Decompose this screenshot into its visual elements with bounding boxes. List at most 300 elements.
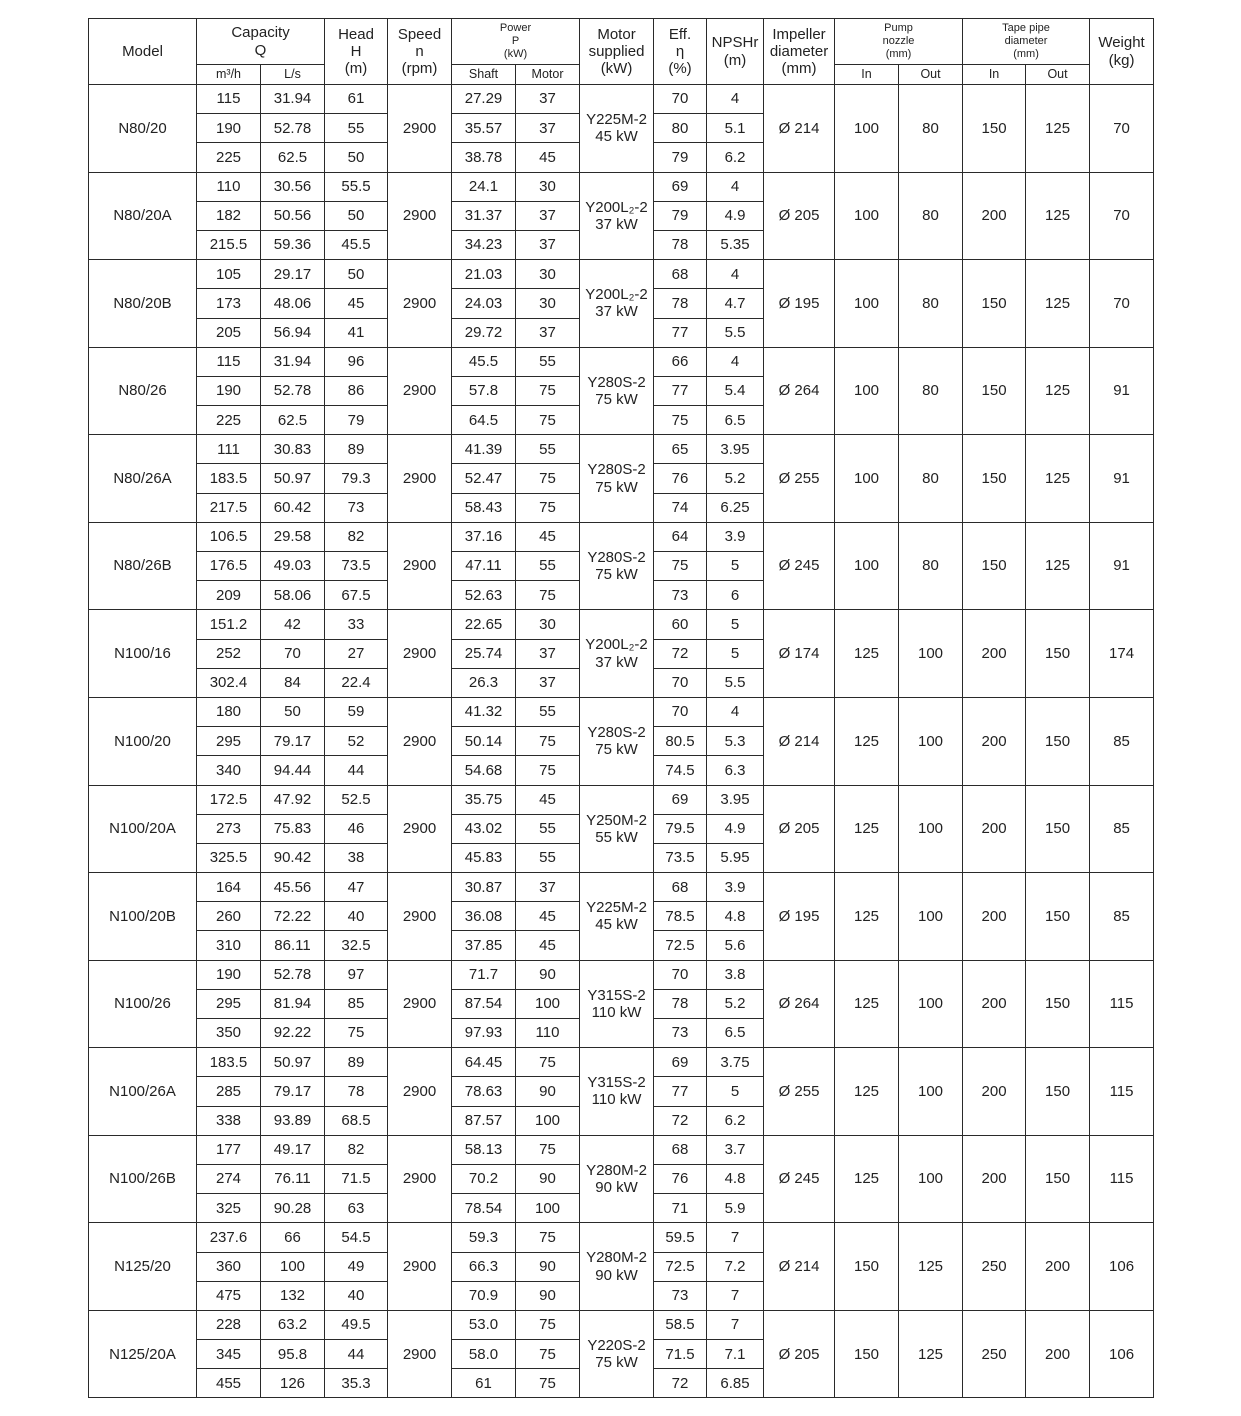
header-capacity-ls: L/s bbox=[261, 65, 325, 85]
npshr-cell: 6 bbox=[707, 581, 764, 610]
impeller-cell: Ø 205 bbox=[764, 785, 835, 873]
tape-out-cell: 125 bbox=[1026, 85, 1090, 173]
nozzle-out-cell: 100 bbox=[899, 1048, 963, 1136]
npshr-cell: 5.9 bbox=[707, 1194, 764, 1223]
motor-code: Y200L₂-2 bbox=[585, 636, 648, 654]
header-head: Head H (m) bbox=[325, 19, 388, 85]
capacity-ls-cell: 70 bbox=[261, 639, 325, 668]
motor-kw: 45 kW bbox=[595, 128, 638, 146]
npshr-cell: 3.7 bbox=[707, 1135, 764, 1164]
weight-cell: 106 bbox=[1090, 1223, 1154, 1311]
capacity-m3h-cell: 338 bbox=[197, 1106, 261, 1135]
weight-cell: 85 bbox=[1090, 873, 1154, 961]
eff-cell: 74.5 bbox=[654, 756, 707, 785]
pump-spec-table bbox=[88, 18, 1154, 1398]
npshr-cell: 6.2 bbox=[707, 1106, 764, 1135]
header-nozzle-out: Out bbox=[899, 65, 963, 85]
table-row bbox=[89, 610, 1154, 639]
head-cell: 73.5 bbox=[325, 552, 388, 581]
capacity-m3h-cell: 164 bbox=[197, 873, 261, 902]
nozzle-out-cell: 80 bbox=[899, 522, 963, 610]
capacity-m3h-cell: 182 bbox=[197, 201, 261, 230]
npshr-cell: 5.35 bbox=[707, 230, 764, 259]
impeller-cell: Ø 255 bbox=[764, 435, 835, 523]
eff-cell: 64 bbox=[654, 522, 707, 551]
power-shaft-cell: 59.3 bbox=[452, 1223, 516, 1252]
motor-supplied-cell bbox=[580, 172, 654, 260]
motor-kw: 90 kW bbox=[595, 1266, 638, 1284]
power-motor-cell: 90 bbox=[516, 960, 580, 989]
npshr-cell: 6.2 bbox=[707, 143, 764, 172]
impeller-cell: Ø 214 bbox=[764, 85, 835, 173]
power-shaft-cell: 30.87 bbox=[452, 873, 516, 902]
tape-in-cell: 200 bbox=[963, 1135, 1026, 1223]
speed-cell: 2900 bbox=[388, 347, 452, 435]
motor-kw: 75 kW bbox=[595, 478, 638, 496]
power-motor-cell: 37 bbox=[516, 668, 580, 697]
model-name: N100/20B bbox=[89, 873, 197, 961]
power-shaft-cell: 45.5 bbox=[452, 347, 516, 376]
npshr-cell: 5.5 bbox=[707, 668, 764, 697]
head-cell: 71.5 bbox=[325, 1164, 388, 1193]
capacity-ls-cell: 58.06 bbox=[261, 581, 325, 610]
nozzle-in-cell: 125 bbox=[835, 960, 899, 1048]
capacity-m3h-cell: 274 bbox=[197, 1164, 261, 1193]
npshr-cell: 5.1 bbox=[707, 114, 764, 143]
npshr-cell: 5.2 bbox=[707, 464, 764, 493]
power-shaft-cell: 36.08 bbox=[452, 902, 516, 931]
header-weight: Weight (kg) bbox=[1090, 19, 1154, 85]
motor-code: Y280S-2 bbox=[587, 373, 646, 391]
header-nozzle-in: In bbox=[835, 65, 899, 85]
npshr-cell: 5.6 bbox=[707, 931, 764, 960]
tape-in-cell: 150 bbox=[963, 85, 1026, 173]
power-motor-cell: 75 bbox=[516, 1310, 580, 1339]
tape-out-cell: 125 bbox=[1026, 522, 1090, 610]
eff-cell: 80.5 bbox=[654, 727, 707, 756]
nozzle-in-cell: 100 bbox=[835, 522, 899, 610]
tape-in-cell: 200 bbox=[963, 172, 1026, 260]
eff-cell: 73.5 bbox=[654, 843, 707, 872]
npshr-cell: 5 bbox=[707, 639, 764, 668]
nozzle-out-cell: 100 bbox=[899, 610, 963, 698]
head-cell: 82 bbox=[325, 522, 388, 551]
capacity-ls-cell: 30.56 bbox=[261, 172, 325, 201]
npshr-cell: 5.5 bbox=[707, 318, 764, 347]
tape-out-cell: 150 bbox=[1026, 960, 1090, 1048]
eff-cell: 78 bbox=[654, 289, 707, 318]
motor-supplied-cell bbox=[580, 873, 654, 961]
power-motor-cell: 90 bbox=[516, 1164, 580, 1193]
head-cell: 40 bbox=[325, 902, 388, 931]
capacity-m3h-cell: 295 bbox=[197, 989, 261, 1018]
eff-cell: 77 bbox=[654, 1077, 707, 1106]
power-shaft-cell: 52.47 bbox=[452, 464, 516, 493]
impeller-cell: Ø 205 bbox=[764, 1310, 835, 1398]
capacity-ls-cell: 31.94 bbox=[261, 347, 325, 376]
model-name: N125/20A bbox=[89, 1310, 197, 1398]
speed-cell: 2900 bbox=[388, 960, 452, 1048]
model-name: N100/16 bbox=[89, 610, 197, 698]
power-motor-cell: 45 bbox=[516, 902, 580, 931]
capacity-m3h-cell: 228 bbox=[197, 1310, 261, 1339]
header-power: Power P (kW) bbox=[452, 19, 580, 65]
npshr-cell: 6.5 bbox=[707, 1019, 764, 1048]
nozzle-in-cell: 125 bbox=[835, 697, 899, 785]
power-shaft-cell: 47.11 bbox=[452, 552, 516, 581]
motor-supplied-cell bbox=[580, 1223, 654, 1311]
power-shaft-cell: 87.54 bbox=[452, 989, 516, 1018]
impeller-cell: Ø 255 bbox=[764, 1048, 835, 1136]
motor-code: Y280M-2 bbox=[586, 1161, 647, 1179]
capacity-ls-cell: 31.94 bbox=[261, 85, 325, 114]
power-shaft-cell: 29.72 bbox=[452, 318, 516, 347]
npshr-cell: 4.8 bbox=[707, 1164, 764, 1193]
motor-supplied-cell bbox=[580, 435, 654, 523]
weight-cell: 91 bbox=[1090, 522, 1154, 610]
model-name: N80/20A bbox=[89, 172, 197, 260]
tape-out-cell: 150 bbox=[1026, 697, 1090, 785]
impeller-cell: Ø 195 bbox=[764, 260, 835, 348]
eff-cell: 60 bbox=[654, 610, 707, 639]
head-cell: 22.4 bbox=[325, 668, 388, 697]
motor-kw: 55 kW bbox=[595, 828, 638, 846]
header-pump-nozzle: Pump nozzle (mm) bbox=[835, 19, 963, 65]
table-body bbox=[89, 85, 1154, 1398]
model-name: N80/26B bbox=[89, 522, 197, 610]
table-row bbox=[89, 522, 1154, 551]
eff-cell: 69 bbox=[654, 1048, 707, 1077]
impeller-cell: Ø 245 bbox=[764, 1135, 835, 1223]
head-cell: 44 bbox=[325, 756, 388, 785]
eff-cell: 70 bbox=[654, 668, 707, 697]
tape-in-cell: 150 bbox=[963, 260, 1026, 348]
tape-in-cell: 200 bbox=[963, 785, 1026, 873]
head-cell: 45.5 bbox=[325, 230, 388, 259]
capacity-ls-cell: 30.83 bbox=[261, 435, 325, 464]
npshr-cell: 4.7 bbox=[707, 289, 764, 318]
capacity-ls-cell: 81.94 bbox=[261, 989, 325, 1018]
eff-cell: 70 bbox=[654, 960, 707, 989]
eff-cell: 76 bbox=[654, 1164, 707, 1193]
capacity-m3h-cell: 217.5 bbox=[197, 493, 261, 522]
capacity-m3h-cell: 151.2 bbox=[197, 610, 261, 639]
speed-cell: 2900 bbox=[388, 85, 452, 173]
eff-cell: 73 bbox=[654, 1019, 707, 1048]
header-motor-supplied: Motor supplied (kW) bbox=[580, 19, 654, 85]
motor-supplied-cell bbox=[580, 347, 654, 435]
power-motor-cell: 37 bbox=[516, 639, 580, 668]
head-cell: 86 bbox=[325, 376, 388, 405]
power-motor-cell: 75 bbox=[516, 581, 580, 610]
capacity-ls-cell: 79.17 bbox=[261, 727, 325, 756]
npshr-cell: 7.1 bbox=[707, 1340, 764, 1369]
capacity-ls-cell: 48.06 bbox=[261, 289, 325, 318]
capacity-m3h-cell: 340 bbox=[197, 756, 261, 785]
speed-cell: 2900 bbox=[388, 610, 452, 698]
npshr-cell: 5.2 bbox=[707, 989, 764, 1018]
capacity-ls-cell: 126 bbox=[261, 1369, 325, 1398]
nozzle-out-cell: 80 bbox=[899, 435, 963, 523]
power-shaft-cell: 22.65 bbox=[452, 610, 516, 639]
tape-in-cell: 150 bbox=[963, 347, 1026, 435]
capacity-m3h-cell: 176.5 bbox=[197, 552, 261, 581]
power-motor-cell: 75 bbox=[516, 756, 580, 785]
motor-code: Y280M-2 bbox=[586, 1249, 647, 1267]
npshr-cell: 5 bbox=[707, 552, 764, 581]
head-cell: 59 bbox=[325, 697, 388, 726]
table-row bbox=[89, 260, 1154, 289]
motor-supplied-cell bbox=[580, 1048, 654, 1136]
impeller-cell: Ø 214 bbox=[764, 697, 835, 785]
capacity-ls-cell: 90.42 bbox=[261, 843, 325, 872]
power-motor-cell: 75 bbox=[516, 1135, 580, 1164]
npshr-cell: 4 bbox=[707, 697, 764, 726]
head-cell: 55.5 bbox=[325, 172, 388, 201]
eff-cell: 79 bbox=[654, 201, 707, 230]
capacity-ls-cell: 50.97 bbox=[261, 464, 325, 493]
power-shaft-cell: 38.78 bbox=[452, 143, 516, 172]
npshr-cell: 6.3 bbox=[707, 756, 764, 785]
capacity-m3h-cell: 190 bbox=[197, 376, 261, 405]
capacity-ls-cell: 47.92 bbox=[261, 785, 325, 814]
power-shaft-cell: 58.0 bbox=[452, 1340, 516, 1369]
capacity-ls-cell: 86.11 bbox=[261, 931, 325, 960]
nozzle-in-cell: 100 bbox=[835, 172, 899, 260]
capacity-ls-cell: 93.89 bbox=[261, 1106, 325, 1135]
eff-cell: 73 bbox=[654, 1281, 707, 1310]
speed-cell: 2900 bbox=[388, 522, 452, 610]
power-shaft-cell: 66.3 bbox=[452, 1252, 516, 1281]
power-shaft-cell: 35.57 bbox=[452, 114, 516, 143]
nozzle-out-cell: 80 bbox=[899, 347, 963, 435]
power-shaft-cell: 21.03 bbox=[452, 260, 516, 289]
speed-cell: 2900 bbox=[388, 697, 452, 785]
motor-code: Y315S-2 bbox=[587, 1074, 646, 1092]
capacity-m3h-cell: 110 bbox=[197, 172, 261, 201]
npshr-cell: 3.95 bbox=[707, 435, 764, 464]
tape-in-cell: 150 bbox=[963, 522, 1026, 610]
power-shaft-cell: 97.93 bbox=[452, 1019, 516, 1048]
power-shaft-cell: 31.37 bbox=[452, 201, 516, 230]
tape-out-cell: 150 bbox=[1026, 785, 1090, 873]
weight-cell: 115 bbox=[1090, 1048, 1154, 1136]
power-motor-cell: 75 bbox=[516, 1223, 580, 1252]
table-row bbox=[89, 873, 1154, 902]
npshr-cell: 7 bbox=[707, 1223, 764, 1252]
power-motor-cell: 30 bbox=[516, 260, 580, 289]
npshr-cell: 6.5 bbox=[707, 406, 764, 435]
capacity-m3h-cell: 237.6 bbox=[197, 1223, 261, 1252]
capacity-ls-cell: 66 bbox=[261, 1223, 325, 1252]
npshr-cell: 7 bbox=[707, 1281, 764, 1310]
motor-kw: 37 kW bbox=[595, 653, 638, 671]
capacity-ls-cell: 56.94 bbox=[261, 318, 325, 347]
head-cell: 82 bbox=[325, 1135, 388, 1164]
npshr-cell: 3.75 bbox=[707, 1048, 764, 1077]
power-shaft-cell: 87.57 bbox=[452, 1106, 516, 1135]
motor-code: Y280S-2 bbox=[587, 548, 646, 566]
capacity-ls-cell: 42 bbox=[261, 610, 325, 639]
impeller-cell: Ø 205 bbox=[764, 172, 835, 260]
power-motor-cell: 37 bbox=[516, 114, 580, 143]
head-cell: 50 bbox=[325, 260, 388, 289]
eff-cell: 72.5 bbox=[654, 1252, 707, 1281]
capacity-m3h-cell: 106.5 bbox=[197, 522, 261, 551]
capacity-m3h-cell: 295 bbox=[197, 727, 261, 756]
nozzle-out-cell: 125 bbox=[899, 1223, 963, 1311]
capacity-m3h-cell: 183.5 bbox=[197, 1048, 261, 1077]
speed-cell: 2900 bbox=[388, 1223, 452, 1311]
capacity-m3h-cell: 350 bbox=[197, 1019, 261, 1048]
header-impeller: Impeller diameter (mm) bbox=[764, 19, 835, 85]
weight-cell: 115 bbox=[1090, 960, 1154, 1048]
eff-cell: 71 bbox=[654, 1194, 707, 1223]
weight-cell: 106 bbox=[1090, 1310, 1154, 1398]
nozzle-out-cell: 100 bbox=[899, 873, 963, 961]
model-name: N80/20B bbox=[89, 260, 197, 348]
capacity-ls-cell: 52.78 bbox=[261, 376, 325, 405]
power-shaft-cell: 53.0 bbox=[452, 1310, 516, 1339]
capacity-ls-cell: 92.22 bbox=[261, 1019, 325, 1048]
motor-code: Y250M-2 bbox=[586, 811, 647, 829]
capacity-m3h-cell: 180 bbox=[197, 697, 261, 726]
table-row bbox=[89, 1310, 1154, 1339]
power-shaft-cell: 57.8 bbox=[452, 376, 516, 405]
eff-cell: 72.5 bbox=[654, 931, 707, 960]
capacity-m3h-cell: 105 bbox=[197, 260, 261, 289]
power-shaft-cell: 58.43 bbox=[452, 493, 516, 522]
head-cell: 73 bbox=[325, 493, 388, 522]
header-power-motor: Motor bbox=[516, 65, 580, 85]
tape-out-cell: 200 bbox=[1026, 1310, 1090, 1398]
weight-cell: 91 bbox=[1090, 435, 1154, 523]
head-cell: 32.5 bbox=[325, 931, 388, 960]
npshr-cell: 7.2 bbox=[707, 1252, 764, 1281]
model-name: N80/26A bbox=[89, 435, 197, 523]
eff-cell: 65 bbox=[654, 435, 707, 464]
eff-cell: 79.5 bbox=[654, 814, 707, 843]
weight-cell: 115 bbox=[1090, 1135, 1154, 1223]
npshr-cell: 4.8 bbox=[707, 902, 764, 931]
motor-kw: 75 kW bbox=[595, 390, 638, 408]
power-motor-cell: 55 bbox=[516, 843, 580, 872]
npshr-cell: 4 bbox=[707, 260, 764, 289]
capacity-ls-cell: 52.78 bbox=[261, 960, 325, 989]
power-motor-cell: 90 bbox=[516, 1252, 580, 1281]
power-shaft-cell: 58.13 bbox=[452, 1135, 516, 1164]
motor-kw: 110 kW bbox=[591, 1003, 642, 1021]
capacity-m3h-cell: 183.5 bbox=[197, 464, 261, 493]
capacity-ls-cell: 62.5 bbox=[261, 143, 325, 172]
tape-out-cell: 150 bbox=[1026, 1048, 1090, 1136]
motor-code: Y225M-2 bbox=[586, 899, 647, 917]
power-shaft-cell: 52.63 bbox=[452, 581, 516, 610]
power-motor-cell: 55 bbox=[516, 435, 580, 464]
capacity-m3h-cell: 252 bbox=[197, 639, 261, 668]
speed-cell: 2900 bbox=[388, 873, 452, 961]
capacity-m3h-cell: 302.4 bbox=[197, 668, 261, 697]
power-shaft-cell: 41.32 bbox=[452, 697, 516, 726]
capacity-ls-cell: 75.83 bbox=[261, 814, 325, 843]
capacity-ls-cell: 45.56 bbox=[261, 873, 325, 902]
power-motor-cell: 110 bbox=[516, 1019, 580, 1048]
power-motor-cell: 75 bbox=[516, 376, 580, 405]
power-shaft-cell: 24.1 bbox=[452, 172, 516, 201]
impeller-cell: Ø 245 bbox=[764, 522, 835, 610]
head-cell: 38 bbox=[325, 843, 388, 872]
power-motor-cell: 100 bbox=[516, 1106, 580, 1135]
capacity-m3h-cell: 205 bbox=[197, 318, 261, 347]
npshr-cell: 6.85 bbox=[707, 1369, 764, 1398]
tape-in-cell: 200 bbox=[963, 873, 1026, 961]
power-shaft-cell: 35.75 bbox=[452, 785, 516, 814]
model-name: N125/20 bbox=[89, 1223, 197, 1311]
tape-out-cell: 125 bbox=[1026, 260, 1090, 348]
tape-in-cell: 250 bbox=[963, 1223, 1026, 1311]
npshr-cell: 3.9 bbox=[707, 522, 764, 551]
power-motor-cell: 55 bbox=[516, 347, 580, 376]
motor-supplied-cell bbox=[580, 522, 654, 610]
head-cell: 79.3 bbox=[325, 464, 388, 493]
motor-kw: 75 kW bbox=[595, 741, 638, 759]
capacity-ls-cell: 50.97 bbox=[261, 1048, 325, 1077]
capacity-ls-cell: 50.56 bbox=[261, 201, 325, 230]
tape-out-cell: 150 bbox=[1026, 610, 1090, 698]
eff-cell: 78.5 bbox=[654, 902, 707, 931]
power-shaft-cell: 71.7 bbox=[452, 960, 516, 989]
capacity-ls-cell: 49.03 bbox=[261, 552, 325, 581]
head-cell: 54.5 bbox=[325, 1223, 388, 1252]
capacity-m3h-cell: 273 bbox=[197, 814, 261, 843]
nozzle-in-cell: 125 bbox=[835, 610, 899, 698]
head-cell: 61 bbox=[325, 85, 388, 114]
nozzle-in-cell: 125 bbox=[835, 1135, 899, 1223]
motor-kw: 45 kW bbox=[595, 916, 638, 934]
motor-supplied-cell bbox=[580, 1310, 654, 1398]
head-cell: 52.5 bbox=[325, 785, 388, 814]
speed-cell: 2900 bbox=[388, 260, 452, 348]
head-cell: 63 bbox=[325, 1194, 388, 1223]
eff-cell: 78 bbox=[654, 989, 707, 1018]
capacity-m3h-cell: 190 bbox=[197, 960, 261, 989]
capacity-ls-cell: 29.17 bbox=[261, 260, 325, 289]
head-cell: 50 bbox=[325, 143, 388, 172]
npshr-cell: 3.8 bbox=[707, 960, 764, 989]
head-cell: 75 bbox=[325, 1019, 388, 1048]
capacity-m3h-cell: 190 bbox=[197, 114, 261, 143]
power-motor-cell: 55 bbox=[516, 552, 580, 581]
nozzle-out-cell: 100 bbox=[899, 697, 963, 785]
capacity-m3h-cell: 455 bbox=[197, 1369, 261, 1398]
head-cell: 47 bbox=[325, 873, 388, 902]
head-cell: 55 bbox=[325, 114, 388, 143]
npshr-cell: 3.95 bbox=[707, 785, 764, 814]
power-motor-cell: 75 bbox=[516, 1048, 580, 1077]
header-capacity-m3h: m³/h bbox=[197, 65, 261, 85]
power-motor-cell: 55 bbox=[516, 697, 580, 726]
eff-cell: 68 bbox=[654, 260, 707, 289]
power-shaft-cell: 78.63 bbox=[452, 1077, 516, 1106]
npshr-cell: 4.9 bbox=[707, 201, 764, 230]
head-cell: 67.5 bbox=[325, 581, 388, 610]
eff-cell: 68 bbox=[654, 873, 707, 902]
power-shaft-cell: 61 bbox=[452, 1369, 516, 1398]
power-shaft-cell: 41.39 bbox=[452, 435, 516, 464]
model-name: N80/20 bbox=[89, 85, 197, 173]
table-row bbox=[89, 697, 1154, 726]
tape-in-cell: 250 bbox=[963, 1310, 1026, 1398]
